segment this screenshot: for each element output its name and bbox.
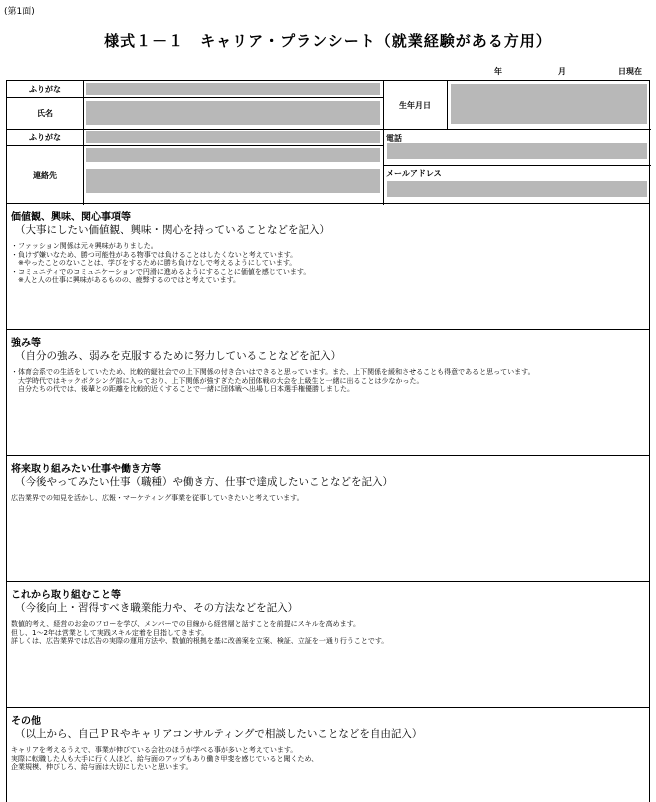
section-body: ・ファッション関係は元々興味がありました。 ・負けず嫌いなため、勝つ可能性がある物事では負けることはしたくないと考えています。 ※やったことのないことは、学びをするために勝ち負けなしで考えるようにしています。 ・コミュニティでのコミュニケーションで円滑に進めるようにすることに価値を感じています。 ※人と人の仕事に興味があるものの、疲弊するのではと考えています。 <box>11 242 311 284</box>
section-other <box>6 708 650 802</box>
furigana2-label: ふりがな <box>29 132 61 142</box>
phone-label: 電話 <box>386 134 402 143</box>
address-redacted-1 <box>86 148 380 162</box>
phone-redacted <box>387 143 647 159</box>
section-subtitle: （大事にしたい価値観、興味・関心を持っていることなどを記入） <box>15 224 330 236</box>
section-title: 価値観、興味、関心事項等 <box>11 212 131 223</box>
section-title: これから取り組むこと等 <box>11 590 121 601</box>
section-strengths <box>6 330 650 456</box>
email-redacted <box>387 181 647 197</box>
birthdate-redacted <box>451 84 647 124</box>
date-year-label: 年 <box>494 67 502 76</box>
section-title: 強み等 <box>11 338 41 349</box>
section-title: その他 <box>11 716 41 727</box>
section-future-work <box>6 456 650 582</box>
furigana-redacted <box>86 83 380 95</box>
date-month-label: 月 <box>558 67 566 76</box>
section-subtitle: （今後やってみたい仕事（職種）や働き方、仕事で達成したいことなどを記入） <box>15 476 393 488</box>
section-body: ・体育会系での生活をしていたため、比較的縦社会での上下関係の付き合いはできると思っています。また、上下関係を緩和させることも得意であると思っています。 大学時代ではキックボクシング部に入っており、上下関係が強すぎたため団体戦の大会を上級生と一緒に出ることは少なかった。 自分たちの代では、後輩との距離を比較的近くすることで一緒に団体戦へ出場し日本選手権優勝しました。 <box>11 368 535 393</box>
section-subtitle: （今後向上・習得すべき職業能力や、その方法などを記入） <box>15 602 299 614</box>
contact-label: 連絡先 <box>33 170 57 180</box>
section-title: 将来取り組みたい仕事や働き方等 <box>11 464 161 475</box>
address-redacted-2 <box>86 169 380 193</box>
section-subtitle: （以上から、自己ＰＲやキャリアコンサルティングで相談したいことなどを自由記入） <box>15 728 423 740</box>
furigana-label: ふりがな <box>29 84 61 94</box>
section-body: 広告業界での知見を活かし、広報・マーケティング事業を従事していきたいと考えています。 <box>11 494 304 502</box>
furigana2-redacted <box>86 131 380 143</box>
page-title: 様式１－１ キャリア・プランシート（就業経験がある方用） <box>104 32 552 50</box>
personal-info-table <box>6 80 650 204</box>
section-values <box>6 204 650 330</box>
email-label: メールアドレス <box>386 169 442 178</box>
birthdate-label: 生年月日 <box>399 100 431 110</box>
section-body: 数値的考え、経営のお金のフローを学び、メンバーでの目線から経営層と話すことを前提にスキルを高めます。 但し、1〜2年は営業として実践スキル定着を目指してきます。 詳しくは、広告業界では広告の実際の運用方法や、数値的根拠を基に改善案を立案、検証、立証を一通り行うことです。 <box>11 620 389 645</box>
name-redacted <box>86 101 380 125</box>
page-number: (第1面) <box>4 7 35 17</box>
section-body: キャリアを考えるうえで、事業が伸びている会社のほうが学べる事が多いと考えています。 実際に転職した人も大手に行く人ほど、給与面のアップもあり働き甲斐を感じていると聞くため、 企業規模、伸びしろ、給与面は大切にしたいと思います。 <box>11 746 319 771</box>
name-label: 氏名 <box>37 108 53 118</box>
section-subtitle: （自分の強み、弱みを克服するために努力していることなどを記入） <box>15 350 342 362</box>
section-next-steps <box>6 582 650 708</box>
date-as-of-label: 日現在 <box>618 67 642 76</box>
